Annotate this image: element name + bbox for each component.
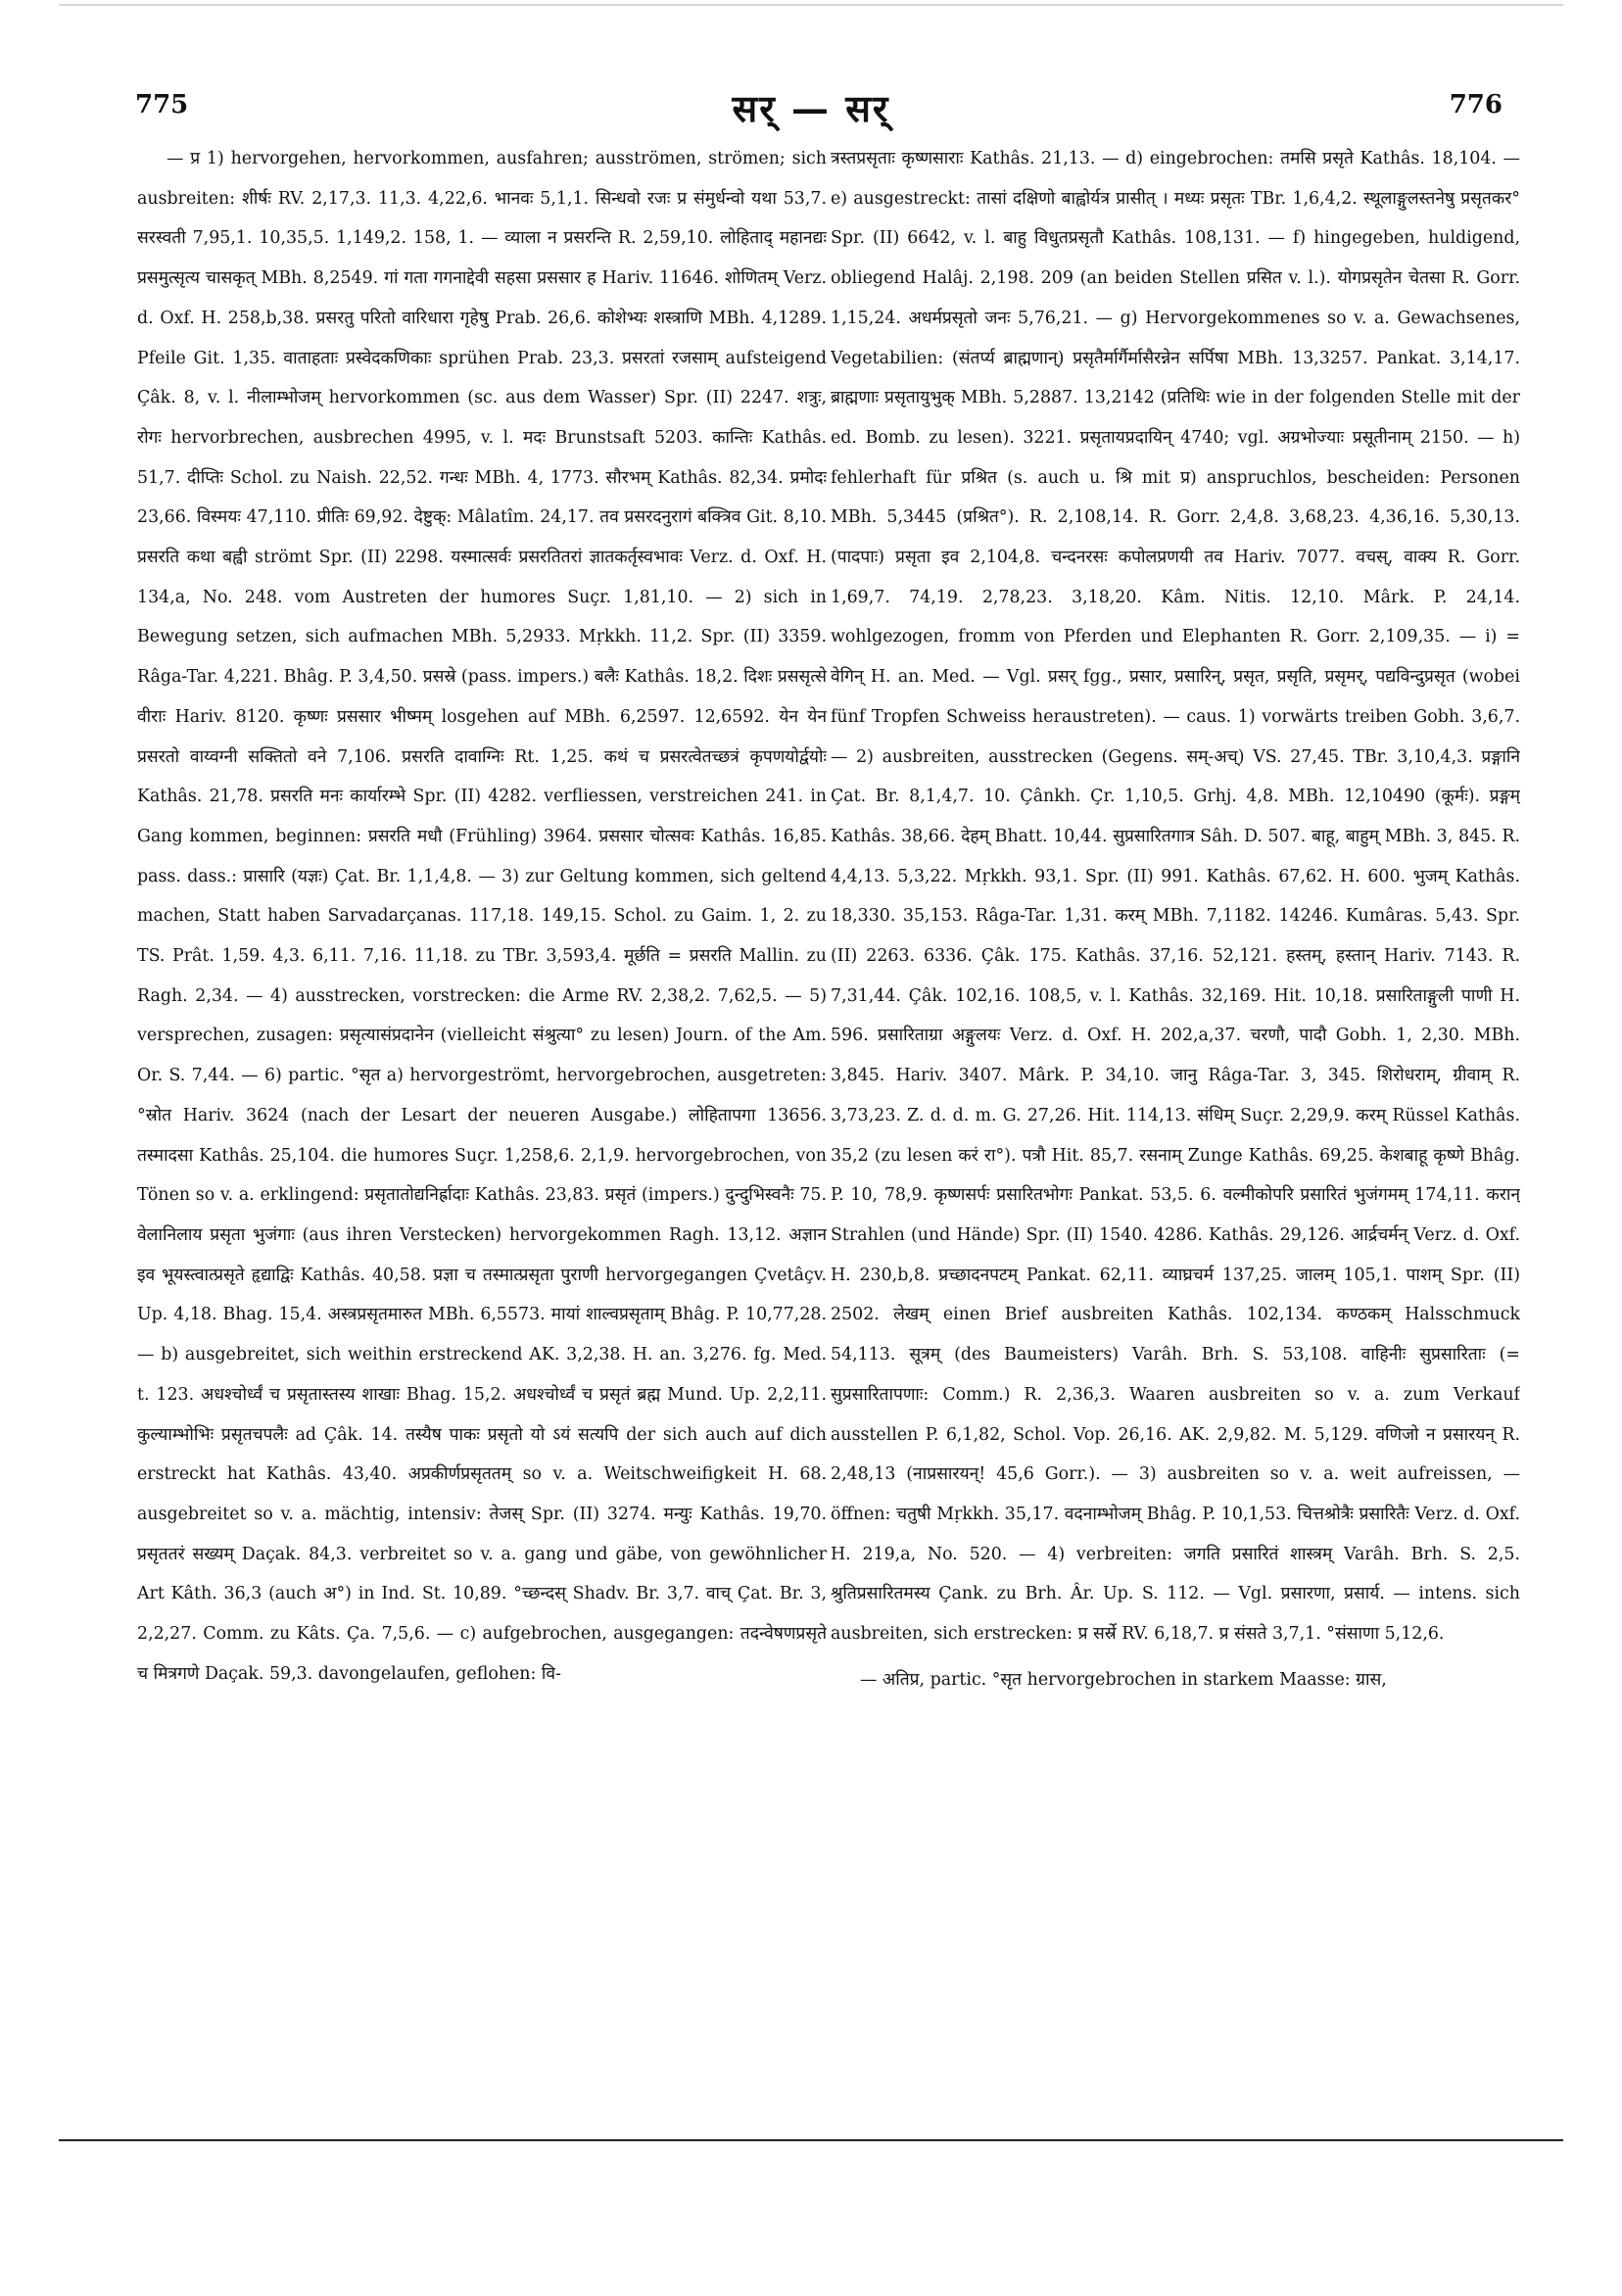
page-header [0, 0, 1622, 147]
entry-paragraph: त्रस्तप्रसृताः कृष्णसाराः Kathâs. 21,13. — d) eingebrochen: तमसि प्रसृते Kathâs. 18,104. — e) ausgestreckt: तासां दक्षिणो बाह्वोर्यत्र प्रासीत् । मध्यः प्रसृतः TBr. 1,6,4,2. स्थूलाङ्गुलस्तनेषु प्रसृतकर° Spr. (II) 6642, v. l. बाहु विधुतप्रसृतौ Kathâs. 108,131. — f) hingegeben, huldigend, obliegend Halâj. 2,198. 209 (an beiden Stellen प्रसित v. l.). योगप्रसृतेन चेतसा R. Gorr. 1,15,24. अधर्मप्रसृतो जनः 5,76,21. — g) Hervorgekommenes so v. a. Gewachsenes, Vegetabilien: (संतर्प्य ब्राह्मणान्) प्रसृतैर्मार्गैर्मासैरन्नेन सर्पिषा MBh. 13,3257. Pankat. 3,14,17. ब्राह्मणाः प्रसृतायुभुक् MBh. 5,2887. 13,2142 (प्रतिथिः wie in der folgenden Stelle mit der ed. Bomb. zu lesen). 3221. प्रसृतायप्रदायिन् 4740; vgl. अग्रभोज्याः प्रसूतीनाम् 2150. — h) fehlerhaft für प्रश्रित (s. auch u. श्रि mit प्र) anspruchlos, bescheiden: Personen MBh. 5,3445 (प्रश्रित°). R. 2,108,14. R. Gorr. 2,4,8. 3,68,23. 4,36,16. 5,30,13. (पादपाः) प्रसृता इव 2,104,8. चन्दनरसः कपोलप्रणयी तव Hariv. 7077. वचस्, वाक्य R. Gorr. 1,69,7. 74,19. 2,78,23. 3,18,20. Kâm. Nitis. 12,10. Mârk. P. 24,14. wohlgezogen, fromm von Pferden und Elephanten R. Gorr. 2,109,35. — i) = वेगिन् H. an. Med. — Vgl. प्रसर् fgg., प्रसार, प्रसारिन्, प्रसृत, प्रसृति, प्रसृमर्, पद्यविन्दुप्रसृत (wobei fünf Tropfen Schweiss heraustreten). — caus. 1) vorwärts treiben Gobh. 3,6,7. — 2) ausbreiten, ausstrecken (Gegens. सम्-अच्) VS. 27,45. TBr. 3,10,4,3. प्रङ्गानि Çat. Br. 8,1,4,7. 10. Çânkh. Çr. 1,10,5. Grhj. 4,8. MBh. 12,10490 (कूर्मः). प्रङ्गम् Kathâs. 38,66. देहम् Bhatt. 10,44. सुप्रसारितगात्र Sâh. D. 507. बाहू, बाहुम् MBh. 3, 845. R. 4,4,13. 5,3,22. Mṛkkh. 93,1. Spr. (II) 991. Kathâs. 67,62. H. 600. भुजम् Kathâs. 18,330. 35,153. Râga-Tar. 1,31. करम् MBh. 7,1182. 14246. Kumâras. 5,43. Spr. (II) 2263. 6336. Çâk. 175. Kathâs. 37,16. 52,121. हस्तम्, हस्तान् Hariv. 7143. R. 7,31,44. Çâk. 102,16. 108,5, v. l. Kathâs. 32,169. Hit. 10,18. प्रसारिताङ्गुली पाणी H. 596. प्रसारिताग्रा अङ्गुलयः Verz. d. Oxf. H. 202,a,37. चरणौ, पादौ Gobh. 1, 2,30. MBh. 3,845. Hariv. 3407. Mârk. P. 34,10. जानु Râga-Tar. 3, 345. शिरोधराम्, ग्रीवाम् R. 3,73,23. Z. d. d. m. G. 27,26. Hit. 114,13. संधिम् Suçr. 2,29,9. करम् Rüssel Kathâs. 35,2 (zu lesen करं रा°). पत्रौ Hit. 85,7. रसनाम् Zunge Kathâs. 69,25. केशबाहू कृष्णे Bhâg. P. 10, 78,9. कृष्णसर्पः प्रसारितभोगः Pankat. 53,5. 6. वल्मीकोपरि प्रसारितं भुजंगमम् 174,11. करान् Strahlen (und Hände) Spr. (II) 1540. 4286. Kathâs. 29,126. आर्द्रचर्मन् Verz. d. Oxf. H. 230,b,8. प्रच्छादनपटम् Pankat. 62,11. व्याघ्रचर्म 137,25. जालम् 105,1. पाशम् Spr. (II) 2502. लेखम् einen Brief ausbreiten Kathâs. 102,134. कण्ठकम् Halsschmuck 54,113. सूत्रम् (des Baumeisters) Varâh. Brh. S. 53,108. वाहिनीः सुप्रसारिताः (= सुप्रसारितापणाः: Comm.) R. 2,36,3. Waaren ausbreiten so v. a. zum Verkauf ausstellen P. 6,1,82, Schol. Vop. 26,16. AK. 2,9,82. M. 5,129. वणिजो न प्रसारयन् R. 2,48,13 (नाप्रसारयन्! 45,6 Gorr.). — 3) ausbreiten so v. a. weit aufreissen, — öffnen: चतुषी Mṛkkh. 35,17. वदनाम्भोजम् Bhâg. P. 10,1,53. चित्तश्रोत्रैः प्रसारितैः Verz. d. Oxf. H. 219,a, No. 520. — 4) verbreiten: जगति प्रसारितं शास्त्रम् Varâh. Brh. S. 2,5. श्रुतिप्रसारितमस्य Çank. zu Brh. Âr. Up. S. 112. — Vgl. प्रसारणा, प्रसार्य. — intens. sich ausbreiten, sich erstrecken: प्र सर्स्रे RV. 6,18,7. प्र संसते 3,7,1. °संसाणा 5,12,6. [831, 149, 1520, 1645]
column-divider [827, 147, 828, 2106]
entry-paragraph: — अतिप्र, partic. °सृत hervorgebrochen in starkem Maasse: ग्रास, [860, 1669, 1387, 1690]
right-column [831, 139, 1520, 2118]
entry-paragraph: — प्र 1) hervorgehen, hervorkommen, ausfahren; ausströmen, strömen; sich ausbreiten: शीर्षः RV. 2,17,3. 11,3. 4,22,6. भानवः 5,1,1. सिन्धवो रजः प्र संमुर्धन्वो यथा 53,7. सरस्वती 7,95,1. 10,35,5. 1,149,2. 158, 1. — व्याला न प्रसरन्ति R. 2,59,10. लोहिताद् महानद्यः प्रसमुत्सृत्य चासकृत् MBh. 8,2549. गां गता गगनाद्देवी सहसा प्रससार ह Hariv. 11646. शोणितम् Verz. d. Oxf. H. 258,b,38. प्रसरतु परितो वारिधारा गृहेषु Prab. 26,6. कोशेभ्यः शस्त्राणि MBh. 4,1289. Pfeile Git. 1,35. वाताहताः प्रस्वेदकणिकाः sprühen Prab. 23,3. प्रसरतां रजसाम् aufsteigend Çâk. 8, v. l. नीलाम्भोजम् hervorkommen (sc. aus dem Wasser) Spr. (II) 2247. शत्रुः, रोगः hervorbrechen, ausbrechen 4995, v. l. मदः Brunstsaft 5203. कान्तिः Kathâs. 51,7. दीप्तिः Schol. zu Naish. 22,52. गन्धः MBh. 4, 1773. सौरभम् Kathâs. 82,34. प्रमोदः 23,66. विस्मयः 47,110. प्रीतिः 69,92. देष्टुक्: Mâlatîm. 24,17. तव प्रसरदनुरागं बक्त्रिव Git. 8,10. प्रसरति कथा बह्वी strömt Spr. (II) 2298. यस्मात्सर्वः प्रसरतितरां ज्ञातकर्तृस्वभावः Verz. d. Oxf. H. 134,a, No. 248. vom Austreten der humores Suçr. 1,81,10. — 2) sich in Bewegung setzen, sich aufmachen MBh. 5,2933. Mṛkkh. 11,2. Spr. (II) 3359. Râga-Tar. 4,221. Bhâg. P. 3,4,50. प्रसस्रे (pass. impers.) बलैः Kathâs. 18,2. दिशः प्रससृत्से वीराः Hariv. 8120. कृष्णः प्रससार भीष्मम् losgehen auf MBh. 6,2597. 12,6592. येन येन प्रसरतो वाय्वग्नी सक्तितो वने 7,106. प्रसरति दावाग्निः Rt. 1,25. कथं च प्रसरत्वेतच्छत्रं कृपणयोर्द्वयोः Kathâs. 21,78. प्रसरति मनः कार्यारम्भे Spr. (II) 4282. verfliessen, verstreichen 241. in Gang kommen, beginnen: प्रसरति मधौ (Frühling) 3964. प्रससार चोत्सवः Kathâs. 16,85. pass. dass.: प्रासारि (यज्ञः) Çat. Br. 1,1,4,8. — 3) zur Geltung kommen, sich geltend machen, Statt haben Sarvadarçanas. 117,18. 149,15. Schol. zu Gaim. 1, 2. zu TS. Prât. 1,59. 4,3. 6,11. 7,16. 11,18. zu TBr. 3,593,4. मूर्छति = प्रसरति Mallin. zu Ragh. 2,34. — 4) ausstrecken, vorstrecken: die Arme RV. 2,38,2. 7,62,5. — 5) versprechen, zusagen: प्रसृत्यासंप्रदानेन (vielleicht संश्रुत्या° zu lesen) Journ. of the Am. Or. S. 7,44. — 6) partic. °सृत a) hervorgeströmt, hervorgebrochen, ausgetreten: °स्रोत Hariv. 3624 (nach der Lesart der neueren Ausgabe.) लोहितापगा 13656. तस्मादसा Kathâs. 25,104. die humores Suçr. 1,258,6. 2,1,9. hervorgebrochen, von Tönen so v. a. erklingend: प्रसृतातोद्यनिर्ह्रादाः Kathâs. 23,83. प्रसृतं (impers.) दुन्दुभिस्वनैः 75. वेलानिलाय प्रसृता भुजंगाः (aus ihren Verstecken) hervorgekommen Ragh. 13,12. अज्ञान इव भूयस्त्वात्प्रसृते हृद्याद्विः Kathâs. 40,58. प्रज्ञा च तस्मात्प्रसृता पुराणी hervorgegangen Çvetâçv. Up. 4,18. Bhag. 15,4. अस्त्रप्रसृतमारुत MBh. 6,5573. मायां शाल्वप्रसृताम् Bhâg. P. 10,77,28. — b) ausgebreitet, sich weithin erstreckend AK. 3,2,38. H. an. 3,276. fg. Med. t. 123. अधश्चोर्ध्वं च प्रसृतास्तस्य शाखाः Bhag. 15,2. अधश्चोर्ध्वं च प्रसृतं ब्रह्म Mund. Up. 2,2,11. कुल्याम्भोभिः प्रसृतचपलैः ad Çâk. 14. तस्यैष पाकः प्रसृतो यो ऽयं सत्यपि der sich auch auf dich erstreckt hat Kathâs. 43,40. अप्रकीर्णप्रसृततम् so v. a. Weitschweifigkeit H. 68. ausgebreitet so v. a. mächtig, intensiv: तेजस् Spr. (II) 3274. मन्युः Kathâs. 19,70. प्रसृततरं सख्यम् Daçak. 84,3. verbreitet so v. a. gang und gäbe, von gewöhnlicher Art Kâth. 36,3 (auch अ°) in Ind. St. 10,89. °च्छन्दस् Shadv. Br. 3,7. वाच् Çat. Br. 3, 2,2,27. Comm. zu Kâts. Ça. 7,5,6. — c) aufgebrochen, ausgegangen: तदन्वेषणप्रसृते च मित्रगणे Daçak. 59,3. davongelaufen, geflohen: वि- [137, 149, 827, 1684]
left-column [137, 139, 827, 2118]
page-number-right: 776 [1449, 90, 1503, 120]
running-head: सर् — सर् [732, 86, 890, 130]
bottom-rule [59, 2139, 1563, 2141]
page-number-left: 775 [135, 90, 189, 120]
